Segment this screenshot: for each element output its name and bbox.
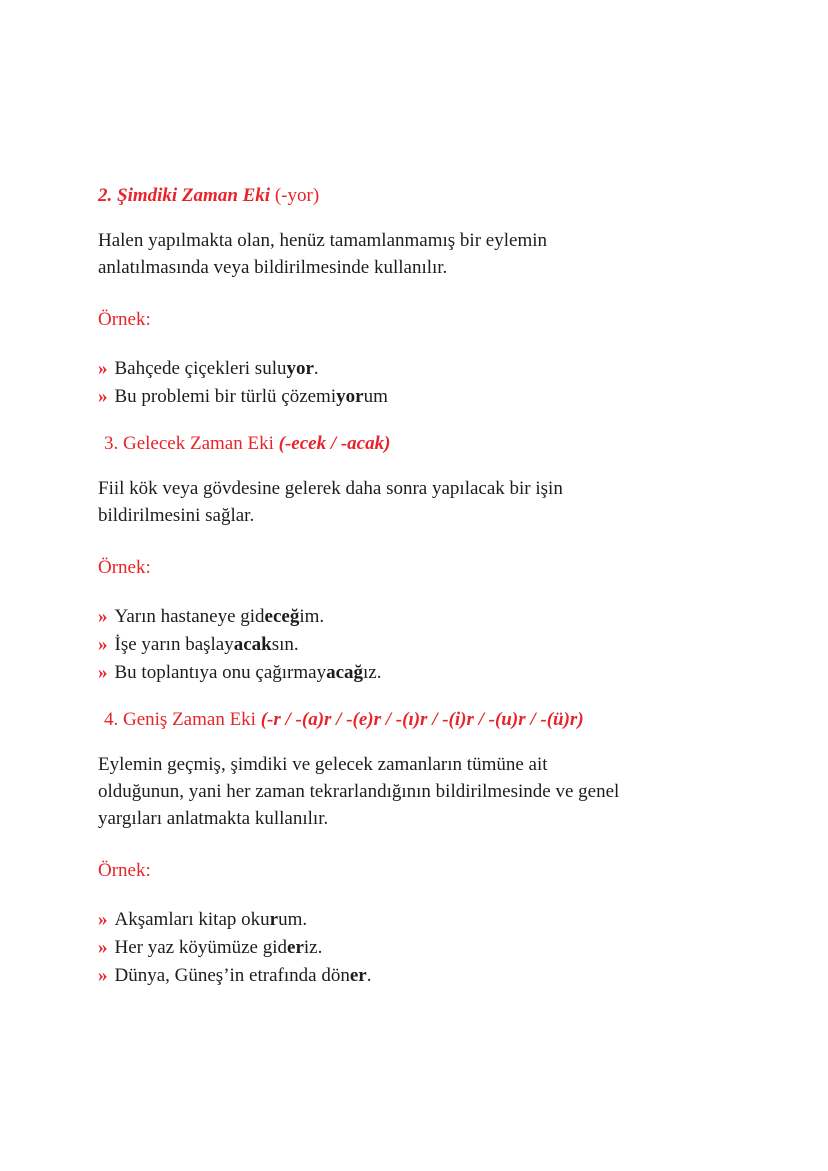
example-text-pre: Her yaz köyümüze gid bbox=[114, 937, 288, 958]
example-text-post: sın. bbox=[271, 634, 299, 655]
paragraph-line: Halen yapılmakta olan, henüz tamamlanmamış bir eylemin bbox=[98, 230, 547, 251]
example-suffix-bold: acak bbox=[233, 634, 272, 655]
example-text-post: um. bbox=[278, 909, 308, 930]
example-text-post: ız. bbox=[363, 662, 382, 683]
heading-title: 4. Geniş Zaman Eki bbox=[104, 709, 256, 730]
example-list bbox=[98, 906, 740, 990]
paragraph-line: anlatılmasında veya bildirilmesinde kullanılır. bbox=[98, 257, 448, 278]
example-text-pre: Dünya, Güneş’in etrafında dön bbox=[114, 965, 350, 986]
guillemet-bullet: » bbox=[98, 937, 108, 958]
example-item bbox=[98, 355, 740, 383]
section-simdiki-zaman bbox=[98, 183, 740, 411]
example-item bbox=[98, 962, 740, 990]
guillemet-bullet: » bbox=[98, 909, 108, 930]
heading-title: 3. Gelecek Zaman Eki bbox=[104, 433, 274, 454]
paragraph-line: olduğunun, yani her zaman tekrarlandığının bildirilmesinde ve genel bbox=[98, 781, 620, 802]
example-suffix-bold: acağ bbox=[326, 662, 364, 683]
guillemet-bullet: » bbox=[98, 358, 108, 379]
heading-suffix: (-r / -(a)r / -(e)r / -(ı)r / -(i)r / -(u)r / -(ü)r) bbox=[260, 709, 584, 730]
guillemet-bullet: » bbox=[98, 965, 108, 986]
example-list bbox=[98, 355, 740, 411]
example-suffix-bold: yor bbox=[286, 358, 314, 379]
guillemet-bullet: » bbox=[98, 606, 108, 627]
section-heading bbox=[98, 707, 740, 733]
paragraph-line: Fiil kök veya gövdesine gelerek daha sonra yapılacak bir işin bbox=[98, 478, 563, 499]
example-text-pre: Bu problemi bir türlü çözemi bbox=[114, 386, 337, 407]
paragraph-line: Eylemin geçmiş, şimdiki ve gelecek zamanların tümüne ait bbox=[98, 754, 548, 775]
section-genis-zaman bbox=[98, 707, 740, 990]
section-gelecek-zaman bbox=[98, 431, 740, 687]
paragraph bbox=[98, 475, 740, 529]
ornek-label: Örnek: bbox=[98, 557, 151, 578]
paragraph bbox=[98, 227, 740, 281]
heading-suffix: (-ecek / -acak) bbox=[278, 433, 391, 454]
example-text-pre: Yarın hastaneye gid bbox=[114, 606, 265, 627]
example-item bbox=[98, 603, 740, 631]
example-item bbox=[98, 631, 740, 659]
example-text-post: im. bbox=[299, 606, 325, 627]
guillemet-bullet: » bbox=[98, 386, 108, 407]
paragraph-line: yargıları anlatmakta kullanılır. bbox=[98, 808, 329, 829]
heading-suffix: (-yor) bbox=[274, 185, 320, 206]
example-text-post: um bbox=[363, 386, 388, 407]
section-heading bbox=[98, 183, 740, 209]
heading-title: 2. Şimdiki Zaman Eki bbox=[98, 185, 271, 206]
guillemet-bullet: » bbox=[98, 662, 108, 683]
example-list bbox=[98, 603, 740, 687]
example-text-post: iz. bbox=[303, 937, 323, 958]
example-text-pre: Akşamları kitap oku bbox=[114, 909, 270, 930]
paragraph-line: bildirilmesini sağlar. bbox=[98, 505, 255, 526]
guillemet-bullet: » bbox=[98, 634, 108, 655]
example-suffix-bold: er bbox=[287, 937, 304, 958]
example-suffix-bold: er bbox=[349, 965, 367, 986]
example-text-pre: İşe yarın başlay bbox=[114, 634, 234, 655]
example-suffix-bold: r bbox=[269, 909, 279, 930]
ornek-label: Örnek: bbox=[98, 860, 151, 881]
ornek-label: Örnek: bbox=[98, 309, 151, 330]
example-text-post: . bbox=[366, 965, 372, 986]
paragraph bbox=[98, 751, 740, 832]
example-item bbox=[98, 906, 740, 934]
example-item bbox=[98, 383, 740, 411]
example-text-post: . bbox=[313, 358, 319, 379]
example-text-pre: Bahçede çiçekleri sulu bbox=[114, 358, 287, 379]
example-item bbox=[98, 934, 740, 962]
example-item bbox=[98, 659, 740, 687]
example-suffix-bold: eceğ bbox=[264, 606, 300, 627]
example-text-pre: Bu toplantıya onu çağırmay bbox=[114, 662, 327, 683]
section-heading bbox=[98, 431, 740, 457]
example-suffix-bold: yor bbox=[336, 386, 364, 407]
